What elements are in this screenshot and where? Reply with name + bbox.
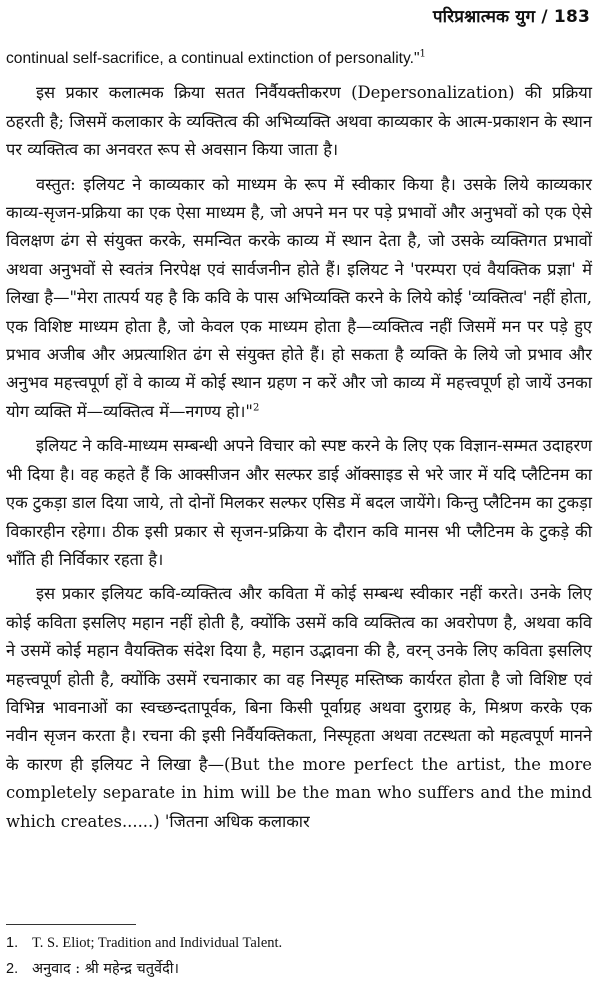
paragraph-5: इस प्रकार इलियट कवि-व्यक्तित्व और कविता में कोई सम्बन्ध स्वीकार नहीं करते। उनके लिए कोई कविता इसलिए महान नहीं होती है, क्योंकि उसमें कवि व्यक्तित्व का अवरोपण है, अथवा कवि ने उसमें कोई महान वैयक्तिक संदेश दिया है, महान उद्भावना की है, वरन् उनके लिए कविता इसलिए महत्त्वपूर्ण होती है, क्योंकि उसमें रचनाकार का वह निस्पृह मस्तिष्क कार्यरत होता है जो विशिष्ट एवं विभिन्न भावनाओं का स्वच्छन्दतापूर्वक, बिना किसी पूर्वाग्रह अथवा दुराग्रह के, मिश्रण करके एक नवीन सृजन करता है। रचना की इसी निर्वैयक्तिकता, निस्पृहता अथवा तटस्थता को महत्वपूर्ण मानने के कारण ही इलियट ने लिखा है—(But the more perfect the artist, the more completely separate in him will be the man who suffers and the mind which creates......) 'जितना अधिक कलाकार xyxy=(6,584,592,831)
footnote-2 xyxy=(6,956,592,982)
paragraph-4: इलियट ने कवि-माध्यम सम्बन्धी अपने विचार को स्पष्ट करने के लिए एक विज्ञान-सम्मत उदाहरण भी दिया है। वह कहते हैं कि आक्सीजन और सल्फर डाई ऑक्साइड से भरे जार में यदि प्लैटिनम का एक टुकड़ा डाल दिया जाये, तो दोनों मिलकर सल्फर एसिड में बदल जायेंगे। किन्तु प्लैटिनम का टुकड़ा विकारहीन रहेगा। ठीक इसी प्रकार से सृजन-प्रक्रिया के दौरान कवि मानस भी प्लैटिनम के टुकड़े की भाँति ही निर्विकार रहता है। xyxy=(6,436,592,569)
footnote-number: 1. xyxy=(6,935,19,951)
body-text xyxy=(6,44,592,842)
footnote-divider xyxy=(6,924,136,925)
footnote-ref-2[interactable]: 2 xyxy=(252,402,260,414)
footnote-ref-1[interactable]: 1 xyxy=(419,48,426,60)
paragraph-3: वस्तुत: इलियट ने काव्यकार को माध्यम के रूप में स्वीकार किया है। उसके लिये काव्यकार काव्य-सृजन-प्रक्रिया का एक ऐसा माध्यम है, जो अपने मन पर पड़े प्रभावों और अनुभवों को एक ऐसे विलक्षण ढंग से संयुक्त करके, समन्वित करके काव्य में स्थान देता है, जो उसके व्यक्तिगत प्रभावों अथवा अनुभवों से स्वतंत्र निरपेक्ष एवं सार्वजनीन होते हैं। इलियट ने 'परम्परा एवं वैयक्तिक प्रज्ञा' में लिखा है—"मेरा तात्पर्य यह है कि कवि के पास अभिव्यक्ति करने के लिये कोई 'व्यक्तित्व' नहीं होता, एक विशिष्ट माध्यम होता है, जो केवल एक माध्यम होता है—व्यक्तित्व नहीं जिसमें मन पर पड़े हुए प्रभाव अजीब और अप्रत्याशित ढंग से संयुक्त होते हैं। हो सकता है व्यक्ति के लिये जो प्रभाव और अनुभव महत्त्वपूर्ण हों वे काव्य में कोई स्थान ग्रहण न करें और जो काव्य में महत्त्वपूर्ण हो जायें उनका योग व्यक्ति में—व्यक्तित्व में—नगण्य हो।"$^2$ xyxy=(6,174,592,421)
footnote-text: T. S. Eliot; Tradition and Individual Talent. xyxy=(32,935,283,951)
footnotes xyxy=(6,930,592,982)
paragraph-1: continual self-sacrifice, a continual extinction of personality."$^1$ xyxy=(6,48,426,67)
running-header: परिप्रश्नात्मक युग / 183 xyxy=(432,7,590,27)
paragraph-2: इस प्रकार कलात्मक क्रिया सतत निर्वैयक्तीकरण (Depersonalization) की प्रक्रिया ठहरती है; जिसमें कलाकार के व्यक्तित्व की अभिव्यक्ति अथवा काव्यकार के आत्म-प्रकाशन के स्थान पर व्यक्तित्व का अनवरत रूप से अवसान किया जाता है। xyxy=(6,83,592,160)
footnote-1 xyxy=(6,930,592,956)
footnote-number: 2. xyxy=(6,961,19,977)
footnote-text: अनुवाद : श्री महेन्द्र चतुर्वेदी। xyxy=(32,961,180,977)
